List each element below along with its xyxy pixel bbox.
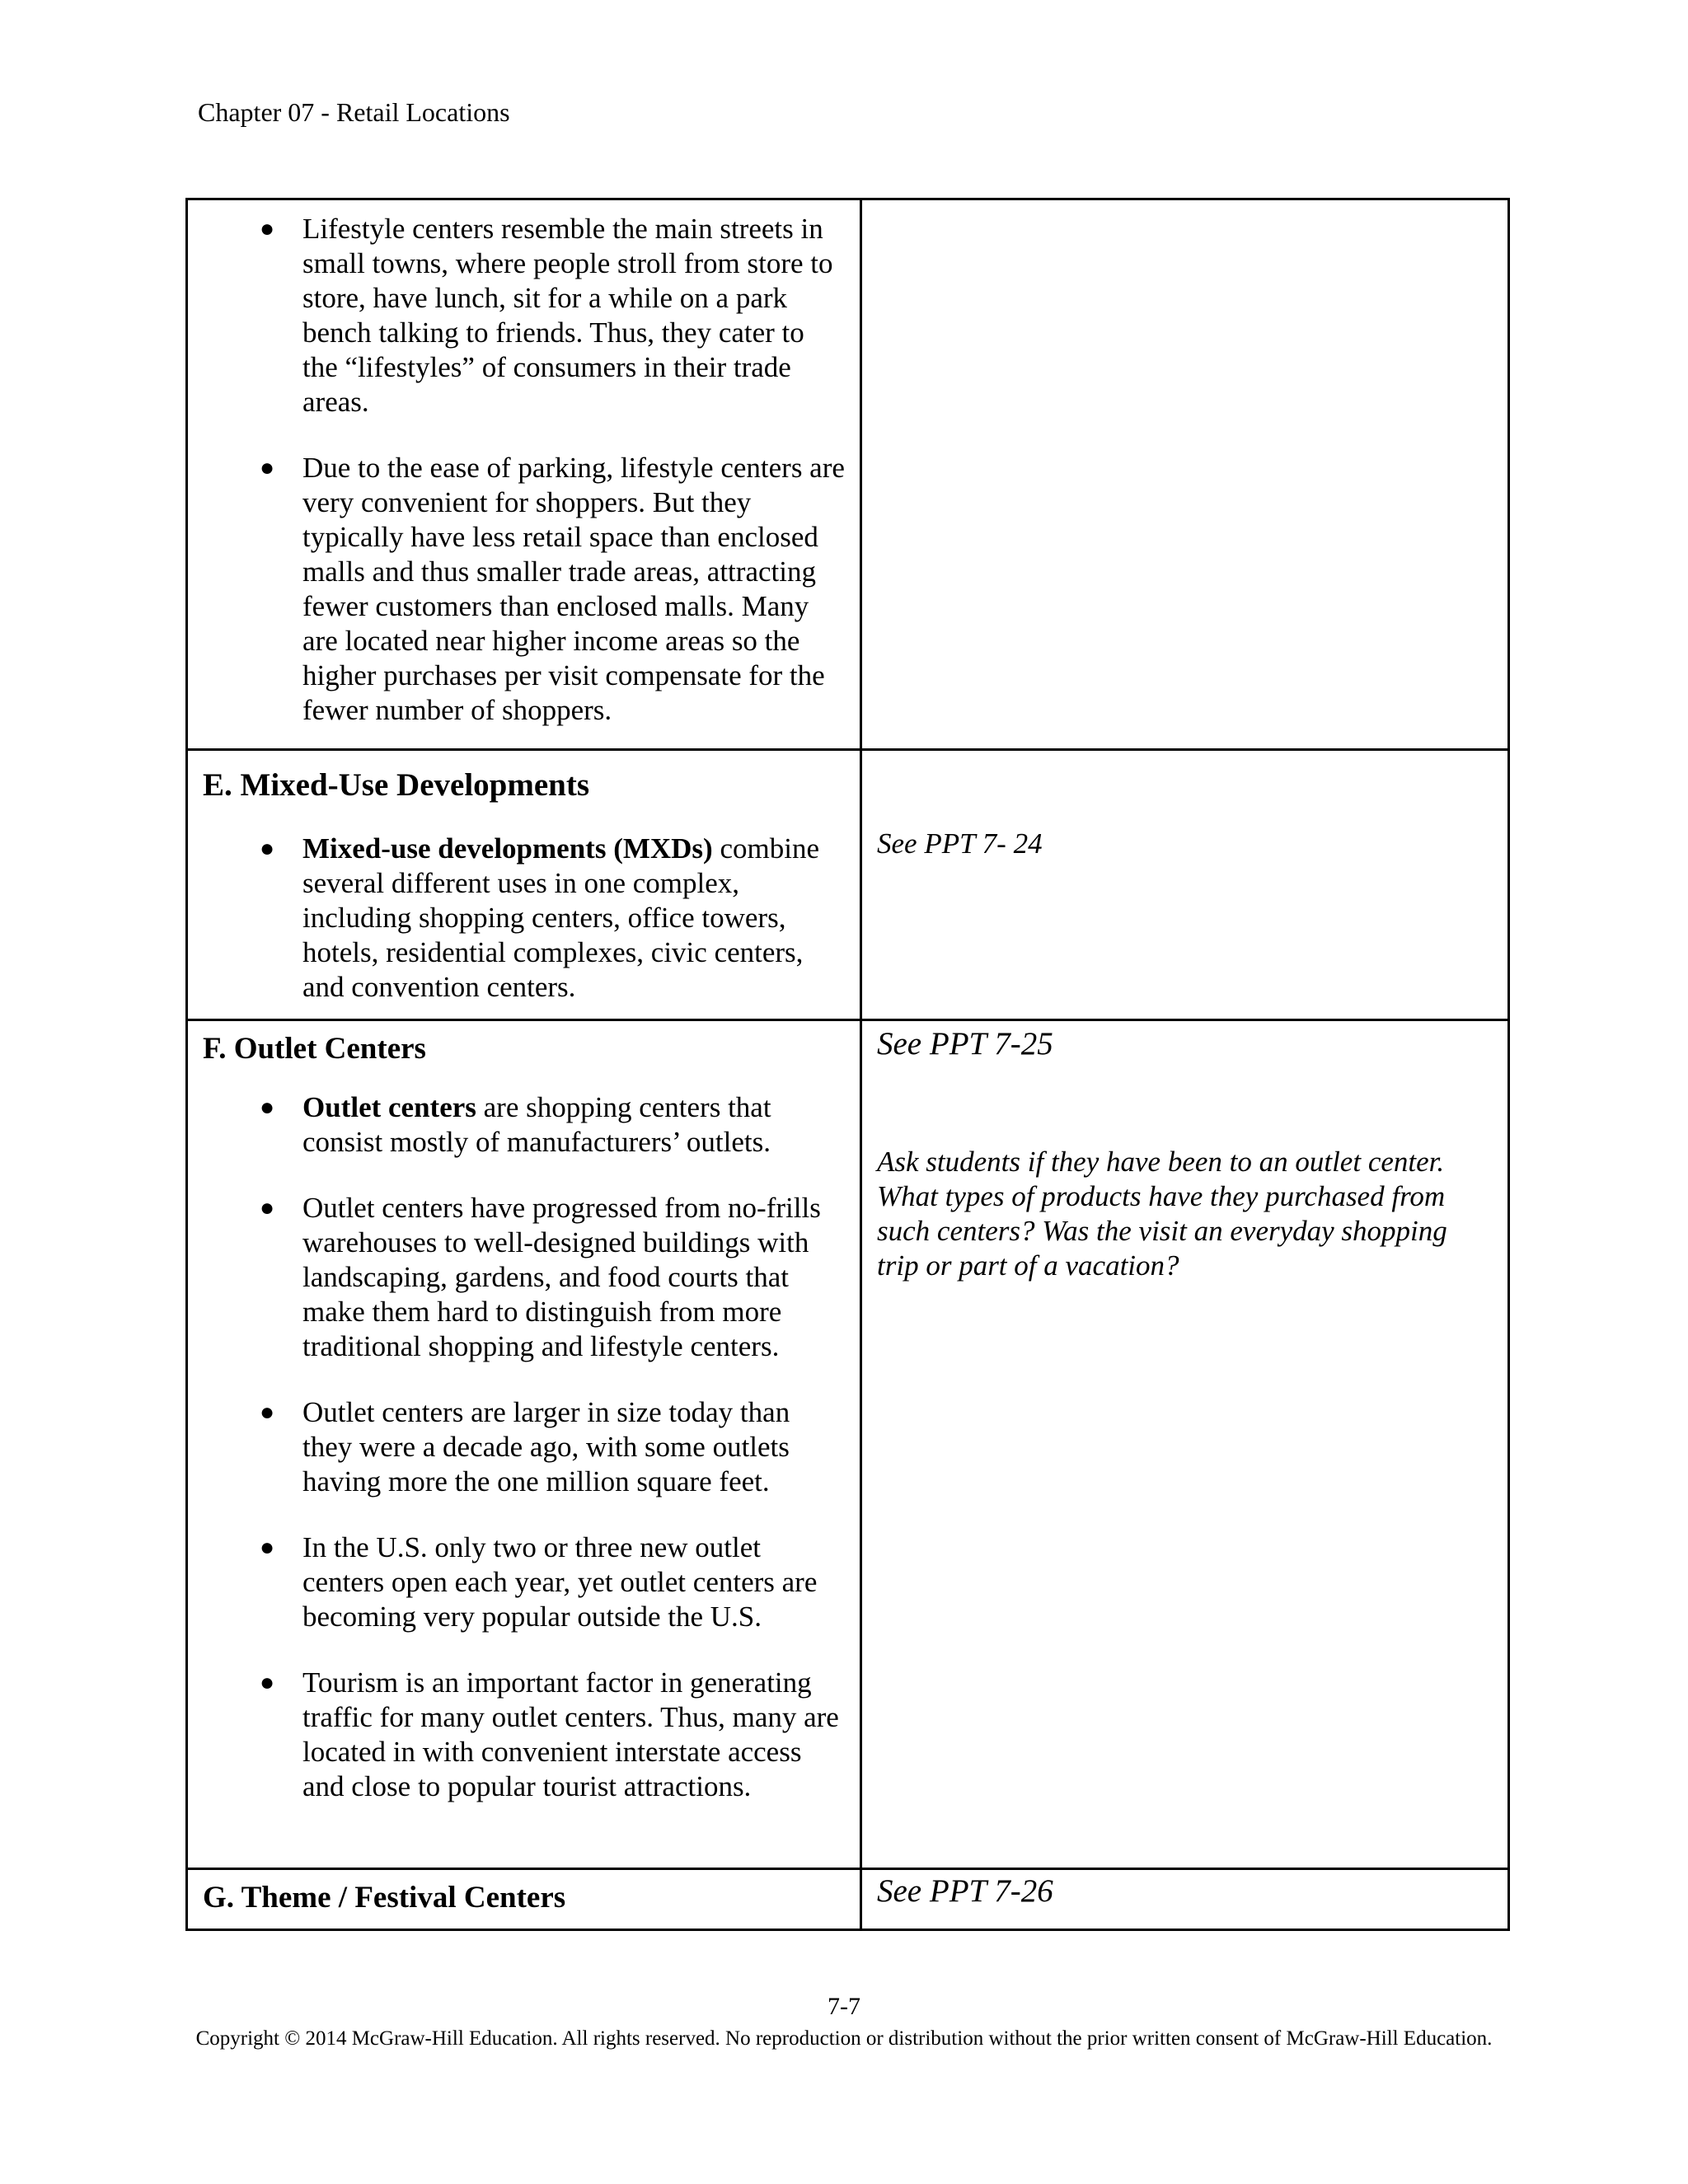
list-item: ● Outlet centers have progressed from no-frills warehouses to well-designed buildings with landscaping, gardens, and food courts that make them hard to distinguish from more traditional shopping and lifestyle centers.: [260, 1192, 821, 1362]
bullet-icon: ●: [260, 1399, 275, 1426]
bullet-icon: ●: [260, 454, 275, 481]
lecture-outline-table: [185, 198, 1510, 1931]
list-item: ● Outlet centers are shopping centers that consist mostly of manufacturers’ outlets.: [260, 1091, 771, 1158]
outline-cell-mixed-use: [187, 750, 861, 1020]
page-number: 7-7: [828, 1993, 860, 2020]
mixed-use-bullet-list: [203, 832, 845, 1005]
list-item: ● Tourism is an important factor in generating traffic for many outlet centers. Thus, many are located in with convenient interstate access and close to popular tourist attractions.: [260, 1666, 839, 1802]
list-item: ● Lifestyle centers resemble the main streets in small towns, where people stroll from store to store, have lunch, sit for a while on a park bench talking to friends. Thus, they cater to the “lifestyles” of consumers in their trade areas.: [260, 213, 833, 418]
list-item: ● Mixed-use developments (MXDs) combine several different uses in one complex, including shopping centers, office towers, hotels, residential complexes, civic centers, and convention centers.: [260, 832, 819, 1003]
table-row-lifestyle: [187, 199, 1509, 750]
outlet-bullet-list: [203, 1090, 845, 1804]
section-title-mixed-use: E. Mixed-Use Developments: [203, 767, 590, 803]
bullet-icon: ●: [260, 835, 275, 862]
list-item: ● In the U.S. only two or three new outlet centers open each year, yet outlet centers are becoming very popular outside the U.S.: [260, 1531, 818, 1633]
page-header: Chapter 07 - Retail Locations: [198, 97, 510, 127]
outline-cell-outlet: [187, 1020, 861, 1869]
outline-cell-lifestyle: [187, 199, 861, 750]
ppt-reference: See PPT 7-25: [877, 1026, 1053, 1062]
list-item: ● Outlet centers are larger in size today than they were a decade ago, with some outlets having more the one million square feet.: [260, 1396, 790, 1497]
table-row-theme: [187, 1869, 1509, 1930]
notes-cell-mixed-use: [861, 750, 1509, 1020]
notes-cell-theme: [861, 1869, 1509, 1930]
list-item: ● Due to the ease of parking, lifestyle centers are very convenient for shoppers. But they typically have less retail space than enclosed malls and thus smaller trade areas, attracting fewer customers than enclosed malls. Many are located near higher income areas so the higher purchases per visit compensate for the fewer number of shoppers.: [260, 452, 845, 726]
ppt-reference: See PPT 7- 24: [877, 827, 1043, 860]
section-title-theme: G. Theme / Festival Centers: [203, 1881, 566, 1915]
notes-cell-outlet: [861, 1020, 1509, 1869]
bullet-icon: ●: [260, 1534, 275, 1561]
bullet-icon: ●: [260, 1194, 275, 1221]
copyright-notice: Copyright © 2014 McGraw-Hill Education. All rights reserved. No reproduction or distribution without the prior written consent of McGraw-Hill Education.: [195, 2027, 1493, 2050]
bullet-icon: ●: [260, 1669, 275, 1696]
ppt-reference: See PPT 7-26: [877, 1873, 1053, 1909]
bullet-icon: ●: [260, 1094, 275, 1121]
discussion-question: Ask students if they have been to an outlet center. What types of products have they purchased from such centers? Was the visit an everyday shopping trip or part of a vacation?: [877, 1146, 1447, 1282]
bullet-icon: ●: [260, 215, 275, 242]
outline-cell-theme: [187, 1869, 861, 1930]
notes-cell-lifestyle: [861, 199, 1509, 750]
lifestyle-bullet-list: [203, 212, 845, 728]
table-row-outlet: [187, 1020, 1509, 1869]
section-title-outlet: F. Outlet Centers: [203, 1032, 426, 1066]
table-row-mixed-use: [187, 750, 1509, 1020]
